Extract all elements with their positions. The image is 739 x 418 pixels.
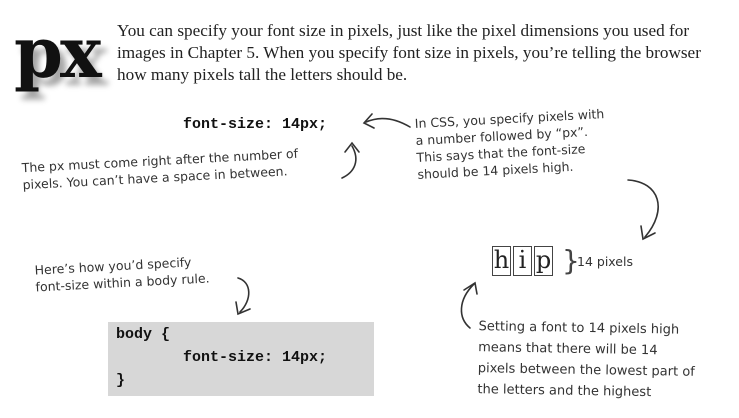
hip-letter-p: p <box>535 246 552 274</box>
note-body-rule: Here’s how you’d specify font-size within a body rule. <box>34 254 210 295</box>
brace-icon: } <box>562 244 580 277</box>
note-px-rule: The px must come right after the number of pixels. You can’t have a space in between. <box>21 145 299 193</box>
body-code-line-2: font-size: 14px; <box>183 349 328 366</box>
px-logo: px <box>14 11 99 94</box>
body-code-line-3: } <box>116 372 126 389</box>
intro-paragraph: You can specify your font size in pixels, just like the pixel dimensions you used for images in Chapter 5. When you specify font size in pixels, you’re telling the browser how many pixels tall the letters should be. <box>117 21 701 84</box>
pixels-label: 14 pixels <box>577 254 633 269</box>
note-hip-explanation: Setting a font to 14 pixels high means that there will be 14 pixels between the lowest part of the letters and the highest <box>477 319 695 401</box>
arrow-from-explanation-icon <box>461 284 474 328</box>
body-code-line-1: body { <box>116 326 171 343</box>
hip-letter-i: i <box>513 246 532 276</box>
arrow-to-px-icon <box>342 146 356 178</box>
arrow-to-body-icon <box>238 278 249 312</box>
code-example: font-size: 14px; <box>183 116 328 133</box>
note-css-pixels: In CSS, you specify pixels with a number followed by “px”. This says that the font-size should be 14 pixels high. <box>414 106 605 182</box>
arrow-to-hip-icon <box>628 180 658 237</box>
hip-letter-h: h <box>493 246 510 274</box>
arrow-to-code-icon <box>366 119 410 127</box>
